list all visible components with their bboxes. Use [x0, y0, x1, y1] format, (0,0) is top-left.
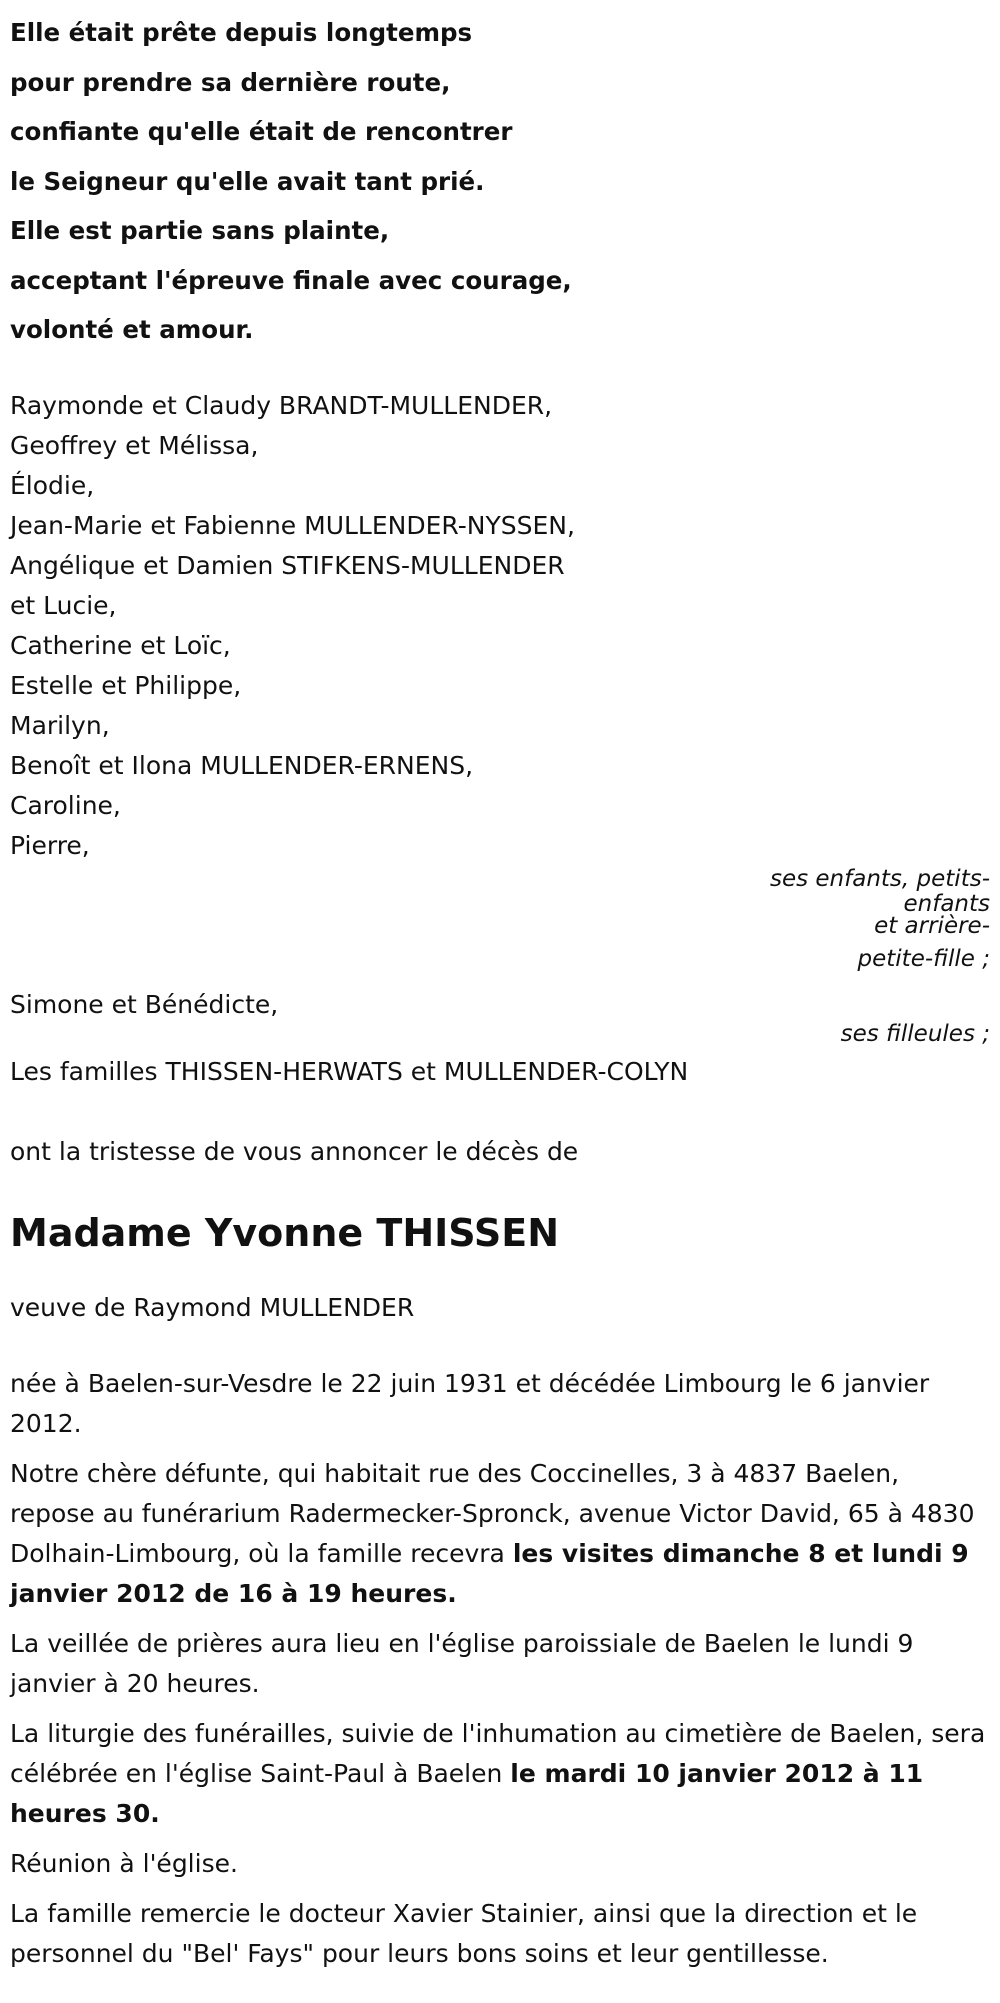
relation-line: enfants [903, 890, 990, 917]
funeral-paragraph [10, 1714, 990, 1834]
birth-paragraph: née à Baelen-sur-Vesdre le 22 juin 1931 et décédée Limbourg le 6 janvier 2012. [10, 1368, 930, 1438]
funeral-text: La liturgie des funérailles, suivie de l'inhumation au cimetière de Baelen, sera célébrée en l'église Saint-Paul à Baelen [10, 1718, 986, 1788]
thanks-paragraph: La famille remercie le docteur Xavier Stainier, ainsi que la direction et le personnel du "Bel' Fays" pour leurs bons soins et leur gentillesse. [10, 1898, 918, 1968]
families-line: Les familles THISSEN-HERWATS et MULLENDER-COLYN [10, 1056, 689, 1086]
deceased-name: Madame Yvonne THISSEN [10, 1210, 560, 1255]
visit-text: Notre chère défunte, qui habitait rue des Coccinelles, 3 à 4837 Baelen, repose au funérarium Radermecker-Spronck, avenue Victor David, 65 à 4830 Dolhain-Limbourg, où la famille recevra [10, 1458, 975, 1568]
family-line: Simone et Bénédicte, [10, 989, 279, 1019]
relation-line: ses enfants, petits- [769, 865, 990, 892]
visit-times: les visites dimanche 8 et lundi 9 janvier 2012 de 16 à 19 heures. [10, 1538, 969, 1608]
relation-line: petite-fille ; [857, 945, 990, 972]
family-line: Raymonde et Claudy BRANDT-MULLENDER, [10, 390, 553, 420]
announcement: ont la tristesse de vous annoncer le décès de [10, 1136, 579, 1166]
goddaughters-relation [10, 1021, 990, 1048]
family-line: Élodie, [10, 470, 95, 500]
vigil-paragraph: La veillée de prières aura lieu en l'église paroissiale de Baelen le lundi 9 janvier à 20 heures. [10, 1628, 914, 1698]
widow-of: veuve de Raymond MULLENDER [10, 1292, 415, 1322]
family-list [10, 386, 990, 1092]
children-relation [10, 866, 990, 981]
poem-line: Elle était prête depuis longtemps [10, 18, 473, 47]
family-line: Angélique et Damien STIFKENS-MULLENDER [10, 550, 565, 580]
family-line: Benoît et Ilona MULLENDER-ERNENS, [10, 750, 474, 780]
poem-line: volonté et amour. [10, 315, 254, 344]
family-line: Caroline, [10, 790, 121, 820]
family-line: Jean-Marie et Fabienne MULLENDER-NYSSEN, [10, 510, 575, 540]
poem-line: pour prendre sa dernière route, [10, 67, 451, 97]
family-line: Catherine et Loïc, [10, 630, 231, 660]
poem-line: acceptant l'épreuve finale avec courage, [10, 265, 572, 295]
family-line: Marilyn, [10, 710, 110, 740]
poem [10, 0, 990, 355]
poem-line: le Seigneur qu'elle avait tant prié. [10, 166, 485, 196]
meeting-paragraph: Réunion à l'église. [10, 1848, 238, 1878]
relation-line: et arrière- [874, 912, 990, 939]
funeral-time: le mardi 10 janvier 2012 à 11 heures 30. [10, 1758, 924, 1828]
family-line: Estelle et Philippe, [10, 670, 242, 700]
relation-line: ses filleules ; [840, 1020, 990, 1047]
family-line: et Lucie, [10, 590, 117, 620]
poem-line: confiante qu'elle était de rencontrer [10, 117, 513, 146]
family-line: Geoffrey et Mélissa, [10, 430, 259, 460]
visit-paragraph [10, 1454, 990, 1614]
family-line: Pierre, [10, 830, 90, 860]
poem-line: Elle est partie sans plainte, [10, 216, 390, 245]
